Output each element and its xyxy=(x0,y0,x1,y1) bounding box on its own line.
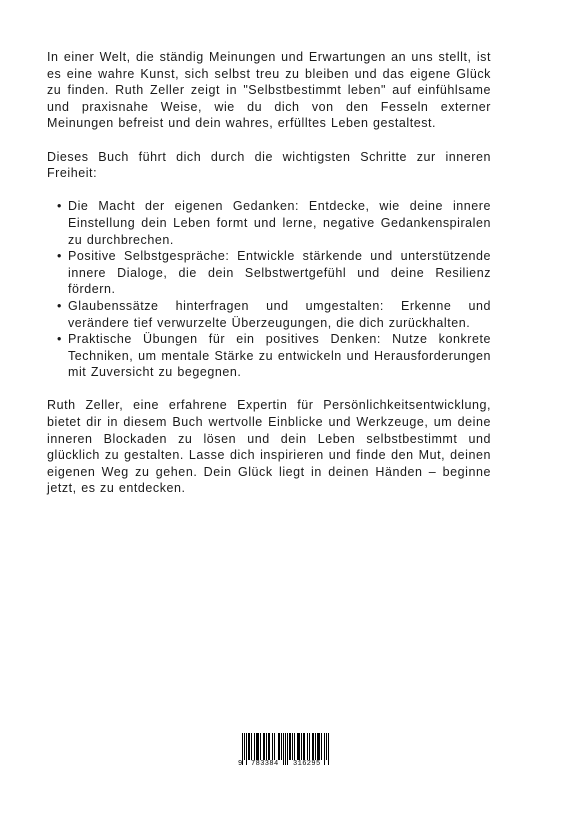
barcode-bar xyxy=(254,733,255,760)
barcode-bars xyxy=(238,733,330,761)
barcode-bar xyxy=(263,733,265,760)
back-cover-text xyxy=(47,49,491,514)
intro-paragraph: In einer Welt, die ständig Meinungen und Erwartungen an uns stellt, ist es eine wahre Kunst, sich selbst treu zu bleiben und das eigene Glück zu finden. Ruth Zeller zeigt in "Selbstbestimmt leben" auf einfühlsame und praxisnahe Weise, wie du dich von den Fesseln externer Meinungen befreist und dein wahres, erfülltes Leben gestaltest. xyxy=(47,50,491,131)
barcode-bar xyxy=(268,733,270,760)
barcode-bar xyxy=(303,733,305,760)
barcode-bar xyxy=(309,733,310,760)
barcode-bar xyxy=(281,733,282,760)
barcode-bar xyxy=(326,733,327,760)
barcode-bar xyxy=(266,733,267,760)
list-item-text: Glaubenssätze hinterfragen und umgestalten: Erkenne und verändere tief verwurzelte Überzeugungen, die dich zurückhalten. xyxy=(68,298,491,330)
bullet-marker: • xyxy=(57,332,62,347)
barcode-bar xyxy=(251,733,252,760)
bullet-marker: • xyxy=(57,249,62,264)
barcode-first-digit: 9 xyxy=(238,760,243,768)
isbn-barcode xyxy=(238,733,338,769)
lead-paragraph: Dieses Buch führt dich durch die wichtigsten Schritte zur inneren Freiheit: xyxy=(47,149,491,181)
barcode-bar xyxy=(297,733,300,760)
barcode-bar xyxy=(256,733,259,760)
barcode-bar xyxy=(260,733,261,760)
barcode-bar xyxy=(307,733,308,760)
barcode-bar xyxy=(274,733,275,760)
closing-paragraph: Ruth Zeller, eine erfahrene Expertin für Persönlichkeitsentwicklung, bietet dir in diesem Buch wertvolle Einblicke und Werkzeuge, um deine inneren Blockaden zu lösen und dein Leben selbstbestimmt und glücklich zu gestalten. Lasse dich inspirieren und finde den Mut, deinen eigenen Weg zu gehen. Dein Glück liegt in deinen Händen – beginne jetzt, es zu entdecken. xyxy=(47,398,491,496)
bullet-marker: • xyxy=(57,298,62,313)
barcode-bar xyxy=(315,733,316,760)
barcode-right-group: 316295 xyxy=(293,760,321,768)
list-item xyxy=(47,248,491,298)
list-item-text: Positive Selbstgespräche: Entwickle stärkende und unterstützende innere Dialoge, die dein Selbstwertgefühl und deine Resilienz fördern. xyxy=(68,249,491,297)
barcode-bar xyxy=(248,733,250,760)
barcode-bar xyxy=(292,733,293,760)
barcode-bar xyxy=(312,733,314,760)
list-item-text: Die Macht der eigenen Gedanken: Entdecke, wie deine innere Einstellung dein Leben formt und lerne, negative Gedankenspiralen zu durchbrechen. xyxy=(68,199,491,247)
barcode-bar xyxy=(294,733,295,760)
list-item xyxy=(47,298,491,331)
barcode-left-group: 783384 xyxy=(251,760,279,768)
list-item-text: Praktische Übungen für ein positives Denken: Nutze konkrete Techniken, um mentale Stärke zu entwickeln und Herausforderungen mit Zuversicht zu begegnen. xyxy=(68,332,491,380)
barcode-bar xyxy=(244,733,245,760)
barcode-digits xyxy=(238,759,338,769)
barcode-bar xyxy=(278,733,280,760)
barcode-bar xyxy=(301,733,302,760)
list-item xyxy=(47,198,491,248)
steps-list xyxy=(47,198,491,381)
barcode-bar xyxy=(289,733,291,760)
barcode-bar xyxy=(321,733,322,760)
bullet-marker: • xyxy=(57,199,62,214)
barcode-bar xyxy=(272,733,273,760)
list-item xyxy=(47,331,491,381)
barcode-bar xyxy=(317,733,320,760)
